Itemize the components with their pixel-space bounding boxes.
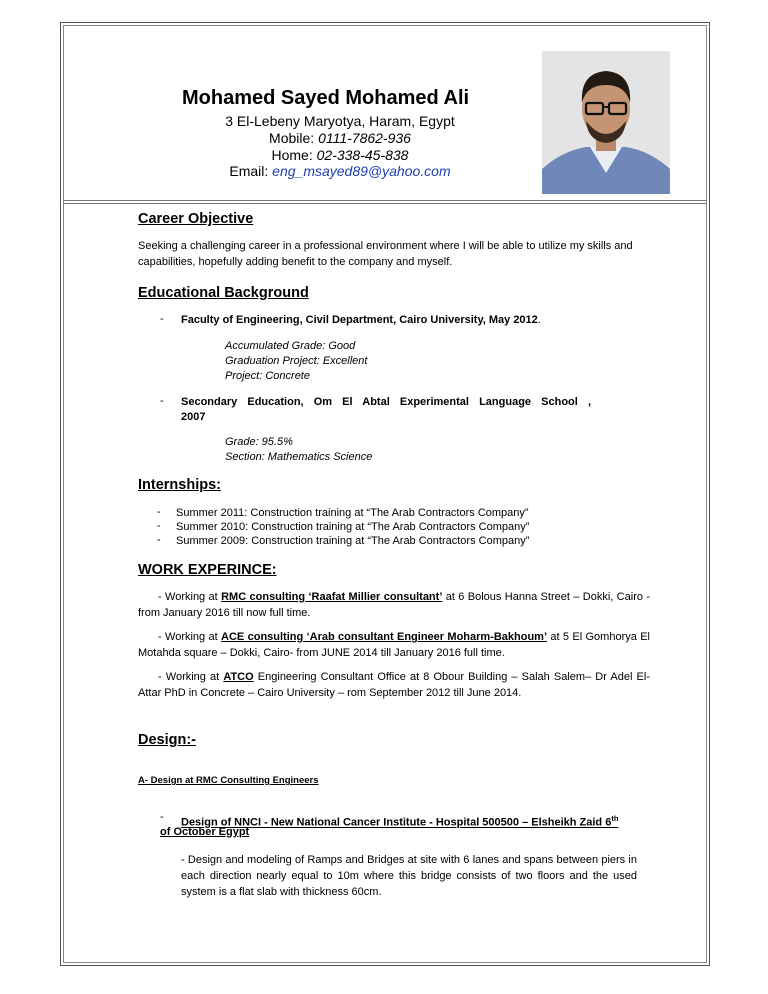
education-item-1 [181,313,541,328]
education-detail: Project: Concrete [225,370,310,382]
mobile-line [190,130,490,146]
work-rest: at 5 El Gomhorya El Motahda square – Dokki, Cairo- from JUNE 2014 till January 2016 full time. [138,631,650,659]
education-heading-1-suffix: . [537,314,541,326]
design-project-dash: - [160,811,164,823]
design-project-line2: of October Egypt [160,826,250,838]
work-rest: at 6 Bolous Hanna Street – Dokki, Cairo - from January 2016 till now full time. [138,591,650,619]
education-title: Educational Background [138,285,309,301]
candidate-name: Mohamed Sayed Mohamed Ali [182,87,470,109]
education-heading-2: Secondary Education, Om El Abtal Experimental Language School , [181,396,591,408]
work-company: ATCO [223,671,254,683]
email-label: Email: [229,163,269,179]
work-item [138,669,650,701]
internship-item: Summer 2009: Construction training at “The Arab Contractors Company” [176,535,530,547]
career-title: Career Objective [138,211,254,227]
header-divider-top [63,200,707,201]
education-detail: Grade: 95.5% [225,436,293,448]
work-company: ACE consulting [221,631,307,643]
design-title: Design:- [138,732,196,748]
internship-dash: - [157,534,161,546]
education-heading-2-year: 2007 [181,411,206,423]
design-project-line1: Design of NNCI - New National Cancer Institute - Hospital 500500 – Elsheikh Zaid 6 [181,816,612,829]
work-company-quote: ‘Arab consultant Engineer Moharm-Bakhoum’ [306,631,548,643]
design-subtitle: A- Design at RMC Consulting Engineers [138,775,319,786]
education-dash-1: - [160,313,164,325]
email-line [190,163,490,179]
education-dash-2: - [160,395,164,407]
work-company: RMC consulting [221,591,309,603]
person-photo-icon [542,51,670,194]
work-company-quote: ‘Raafat Millier consultant’ [308,591,443,603]
profile-photo [542,51,670,194]
header-divider-bottom [63,203,707,204]
internship-dash: - [157,506,161,518]
design-project-sup: th [611,814,619,823]
internship-item: Summer 2011: Construction training at “The Arab Contractors Company” [176,507,529,519]
home-value: 02-338-45-838 [316,147,409,163]
mobile-label: Mobile: [269,130,315,146]
education-detail: Accumulated Grade: Good [225,340,356,352]
career-text: Seeking a challenging career in a professional environment where I will be able to utilize my skills and capabilities, hopefully adding benefit to the company and myself. [138,240,633,268]
work-title: WORK EXPERINCE: [138,562,277,578]
work-prefix: - Working at [158,591,222,603]
education-detail: Section: Mathematics Science [225,451,373,463]
address: 3 El-Lebeny Maryotya, Haram, Egypt [225,113,455,129]
design-project-description: - Design and modeling of Ramps and Bridges at site with 6 lanes and spans between piers in each direction nearly equal to 10m where this bridge consists of two floors and the used system is a flat slab with thickness 60cm. [181,854,637,898]
mobile-value: 0111-7862-936 [318,130,411,146]
email-value[interactable]: eng_msayed89@yahoo.com [272,163,451,179]
work-prefix: - Working at [158,631,222,643]
work-prefix: - Working at [158,671,224,683]
home-line [190,147,490,163]
education-heading-1: Faculty of Engineering, Civil Department, Cairo University, May 2012 [181,314,538,326]
internship-item: Summer 2010: Construction training at “The Arab Contractors Company” [176,521,530,533]
work-item [138,589,650,621]
work-item [138,629,650,661]
work-rest: Engineering Consultant Office at 8 Obour Building – Salah Salem– Dr Adel El-Attar PhD in Concrete – Cairo University – rom September 2012 till June 2014. [138,671,650,699]
internships-title: Internships: [138,477,221,493]
education-detail: Graduation Project: Excellent [225,355,368,367]
internship-dash: - [157,520,161,532]
home-label: Home: [271,147,313,163]
